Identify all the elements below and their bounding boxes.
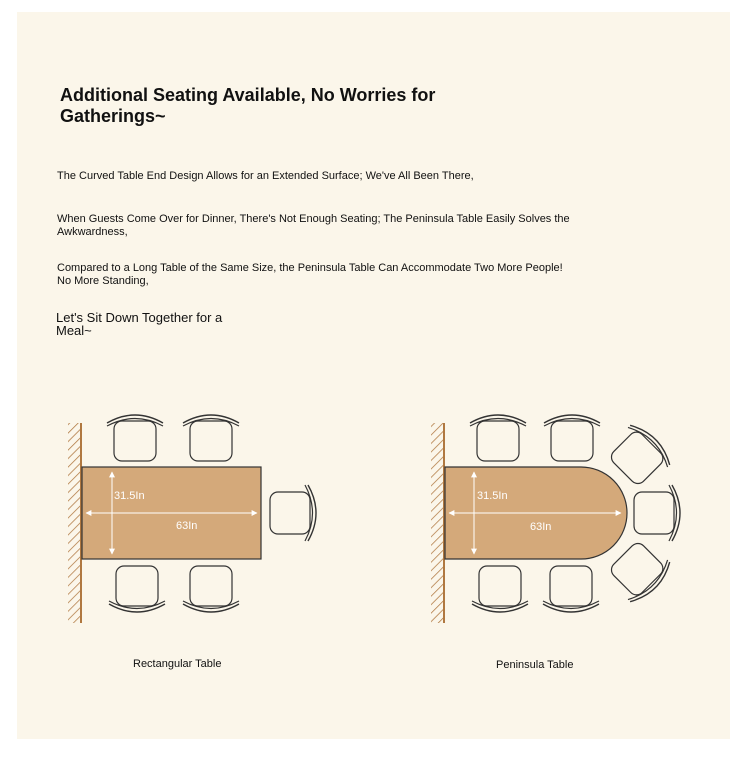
paragraph-curved-end: The Curved Table End Design Allows for an Extended Surface; We've All Been There, <box>57 170 474 182</box>
headline: Additional Seating Available, No Worries for Gatherings~ <box>60 85 436 126</box>
rectangular-table-caption: Rectangular Table <box>133 658 222 670</box>
wall-hatch <box>431 423 444 623</box>
length-label: 63In <box>176 520 198 532</box>
wall-hatch <box>68 423 81 623</box>
width-label: 31.5In <box>114 490 145 502</box>
chair <box>183 415 239 461</box>
chair <box>544 415 600 461</box>
chair <box>634 485 680 541</box>
chair <box>183 566 239 612</box>
width-label: 31.5In <box>477 490 508 502</box>
subheadline: Let's Sit Down Together for a Meal~ <box>56 310 223 338</box>
peninsula-table-caption: Peninsula Table <box>496 659 574 671</box>
rectangular-table-diagram <box>68 415 316 623</box>
chair <box>270 485 316 541</box>
chair <box>109 566 165 612</box>
peninsula-table-diagram <box>431 415 680 623</box>
chair <box>472 566 528 612</box>
chair <box>603 535 675 607</box>
chair <box>470 415 526 461</box>
length-label: 63In <box>530 521 552 533</box>
paragraph-seating: When Guests Come Over for Dinner, There's Not Enough Seating; The Peninsula Table Easily Solves the Awkwardness, <box>57 213 570 238</box>
chair <box>107 415 163 461</box>
chair <box>543 566 599 612</box>
paragraph-comparison: Compared to a Long Table of the Same Size, the Peninsula Table Can Accommodate Two More People! No More Standing, <box>57 262 563 287</box>
